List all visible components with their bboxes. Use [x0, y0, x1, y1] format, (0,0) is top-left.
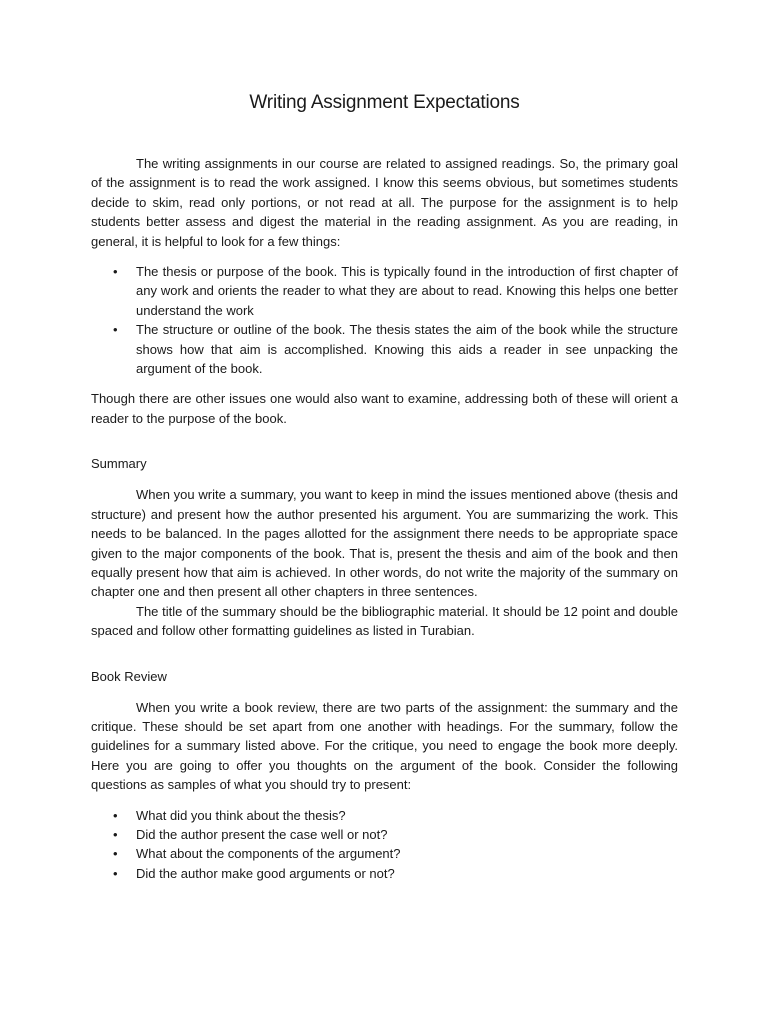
bullet-icon: • — [113, 846, 118, 862]
list-item — [91, 320, 678, 378]
bullet-icon: • — [113, 264, 118, 280]
list-item — [91, 825, 678, 844]
summary-paragraph-2: The title of the summary should be the bibliographic material. It should be 12 point and double spaced and follow other formatting guidelines as listed in Turabian. — [91, 603, 678, 639]
intro-bullet-list — [91, 262, 678, 378]
book-review-heading: Book Review — [91, 668, 167, 684]
list-item-text: The structure or outline of the book. The thesis states the aim of the book while the structure shows how that aim is accomplished. Knowing this aids a reader in see unpacking the argument of the book. — [136, 322, 678, 377]
book-review-paragraph: When you write a book review, there are two parts of the assignment: the summary and the critique. These should be set apart from one another with headings. For the summary, follow the guidelines for a summary listed above. For the critique, you need to engage the book more deeply. Here you are going to offer you thoughts on the argument of the book. Consider the following questions as samples of what you should try to present: — [91, 699, 678, 793]
list-item — [91, 262, 678, 320]
bullet-icon: • — [113, 322, 118, 338]
list-item-text: Did the author present the case well or not? — [136, 826, 388, 842]
book-review-bullet-list — [91, 806, 678, 884]
list-item — [91, 806, 678, 825]
bullet-icon: • — [113, 807, 118, 823]
intro-paragraph: The writing assignments in our course are related to assigned readings. So, the primary goal of the assignment is to read the work assigned. I know this seems obvious, but sometimes students decide to skim, read only portions, or not read at all. The purpose for the assignment is to help students better assess and digest the material in the reading assignment. As you are reading, in general, it is helpful to look for a few things: — [91, 156, 678, 249]
summary-heading: Summary — [91, 456, 147, 472]
list-item-text: What about the components of the argument? — [136, 846, 401, 862]
list-item-text: The thesis or purpose of the book. This is typically found in the introduction of first chapter of any work and orients the reader to what they are about to read. Knowing this helps one better understand the work — [136, 264, 678, 318]
summary-paragraph-1: When you write a summary, you want to keep in mind the issues mentioned above (thesis and structure) and present how the author presented his argument. You are summarizing the work. This needs to be balanced. In the pages allotted for the assignment there needs to be appropriate space given to the major components of the book. That is, present the thesis and aim of the book and then equally present how that aim is achieved. In other words, do not write the majority of the summary on chapter one and then present all other chapters in three sentences. — [91, 487, 678, 600]
bullet-icon: • — [113, 865, 118, 881]
document-title: Writing Assignment Expectations — [249, 92, 520, 113]
intro-closing-paragraph: Though there are other issues one would also want to examine, addressing both of these will orient a reader to the purpose of the book. — [91, 391, 678, 426]
list-item-text: What did you think about the thesis? — [136, 807, 346, 823]
list-item — [91, 864, 678, 883]
list-item — [91, 844, 678, 863]
list-item-text: Did the author make good arguments or not? — [136, 865, 395, 881]
bullet-icon: • — [113, 826, 118, 842]
